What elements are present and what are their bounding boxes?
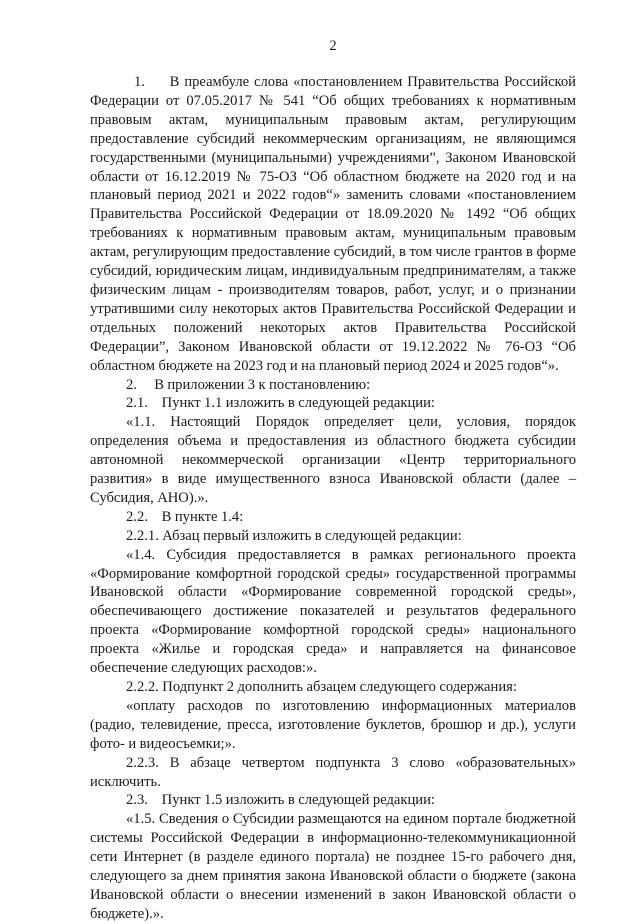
paragraph-item-2-2-1: 2.2.1. Абзац первый изложить в следующей редакции:: [126, 527, 462, 544]
paragraph-appendix-3: 2. В приложении 3 к постановлению:: [126, 376, 371, 393]
paragraph-item-2-1: 2.1. Пункт 1.1 изложить в следующей редакции:: [126, 395, 435, 412]
paragraph-new-clause-1-1: «1.1. Настоящий Порядок определяет цели, условия, порядок определения объема и предоставления из областного бюджета субсидии автономной некоммерческой организации «Центр территориального развития» в виде имущественного взноса Ивановской области (далее – Субсидия, АНО).».: [90, 414, 576, 506]
paragraph-item-2-3: 2.3. Пункт 1.5 изложить в следующей редакции:: [126, 792, 435, 809]
paragraph-item-2-2: 2.2. В пункте 1.4:: [126, 508, 244, 525]
paragraph-preamble-amendment: 1. В преамбуле слова «постановлением Правительства Российской Федерации от 07.05.2017 № 541 “Об общих требованиях к нормативным правовым актам, муниципальным правовым актам, регулирующим предоставление субсидий некоммерческим организациям, не являющимся государственными (муниципальными) учреждениями”, Законом Ивановской области от 16.12.2019 № 75-ОЗ “Об областном бюджете на 2020 год и на плановый период 2021 и 2022 годов“» заменить словами «постановлением Правительства Российской Федерации от 18.09.2020 № 1492 “Об общих требованиях к нормативным правовым актам, муниципальным правовым актам, регулирующим предоставление субсидий, в том числе грантов в форме субсидий, юридическим лицам, индивидуальным предпринимателям, а также физическим лицам - производителям товаров, работ, услуг, и о признании утратившими силу некоторых актов Правительства Российской Федерации и отдельных положений некоторых актов Правительства Российской Федерации”, Законом Ивановской области от 19.12.2022 № 76-ОЗ “Об областном бюджете на 2023 год и на плановый период 2024 и 2025 годов“».: [90, 74, 576, 374]
paragraph-new-clause-1-5: «1.5. Сведения о Субсидии размещаются на едином портале бюджетной системы Российской Федерации в информационно-телекоммуникационной сети Интернет (в разделе единого портала) не позднее 15-го рабочего дня, следующего за днем принятия закона Ивановской области о бюджете (закона Ивановской области о внесении изменений в закон Ивановской области о бюджете).».: [90, 811, 576, 922]
paragraph-new-subclause-text: «оплату расходов по изготовлению информационных материалов (радио, телевидение, пресса, изготовление буклетов, брошюр и др.), услуги фото- и видеосъемки;».: [90, 697, 576, 752]
paragraph-new-clause-1-4: «1.4. Субсидия предоставляется в рамках регионального проекта «Формирование комфортной городской среды» государственной программы Ивановской области «Формирование современной городской среды», обеспечивающего достижение показателей и результатов федерального проекта «Формирование комфортной городской среды» национального проекта «Жилье и городская среда» и направляется на финансовое обеспечение следующих расходов:».: [90, 546, 576, 677]
paragraph-item-2-2-3: 2.2.3. В абзаце четвертом подпункта 3 слово «образовательных» исключить.: [90, 754, 576, 790]
paragraph-item-2-2-2: 2.2.2. Подпункт 2 дополнить абзацем следующего содержания:: [126, 679, 517, 695]
document-body: [90, 73, 576, 924]
page-number: 2: [329, 38, 337, 54]
